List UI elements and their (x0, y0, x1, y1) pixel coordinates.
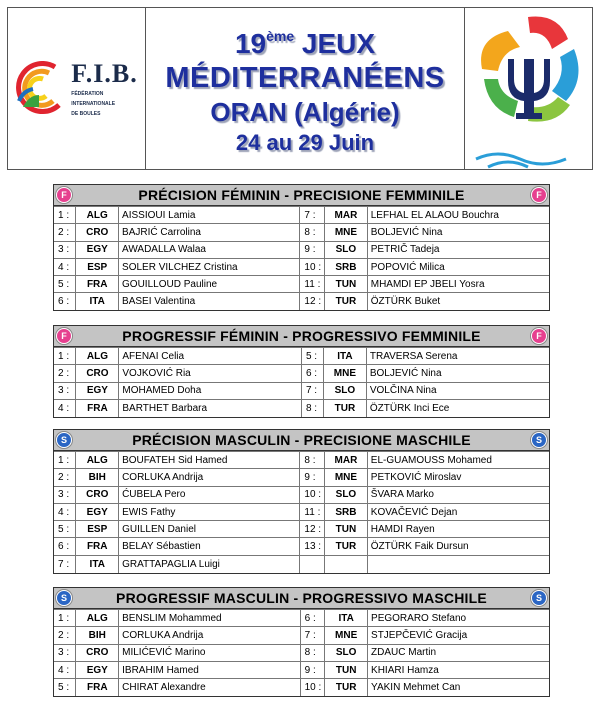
rank-right: 6 : (300, 610, 325, 627)
male-badge-icon: S (531, 590, 547, 606)
player-name-left: BELAY Sébastien (119, 538, 300, 555)
section-title: PROGRESSIF MASCULIN - PROGRESSIVO MASCHILE (116, 590, 487, 606)
player-name-right: LEFHAL EL ALAOU Bouchra (367, 207, 549, 224)
player-name-left: BOUFATEH Sid Hamed (119, 452, 300, 469)
country-left: ESP (76, 258, 119, 275)
country-left: EGY (76, 241, 119, 258)
section-precision-masculin (53, 429, 550, 574)
rank-right: 7 : (300, 627, 325, 644)
player-name-right: PETKOVIĆ Miroslav (367, 469, 549, 486)
fib-subtitle-2: INTERNATIONALE (71, 100, 116, 107)
male-badge-icon: S (531, 432, 547, 448)
player-name-right: ÖZTÜRK Faik Dursun (367, 538, 549, 555)
rank-right: 11 : (300, 503, 325, 520)
table-row (54, 293, 549, 310)
rank-right: 8 : (300, 644, 325, 661)
player-name-left: CORLUKA Andrija (119, 627, 300, 644)
rank-right: 8 : (301, 399, 323, 416)
rank-right: 11 : (300, 276, 325, 293)
rank-right: 10 : (300, 258, 325, 275)
section-title: PROGRESSIF FÉMININ - PROGRESSIVO FEMMINILE (122, 328, 481, 344)
rank-left: 1 : (54, 207, 76, 224)
player-name-left: CHIRAT Alexandre (119, 679, 300, 696)
rank-left: 7 : (54, 555, 76, 572)
rank-left: 6 : (54, 538, 76, 555)
player-name-left: AISSIOUI Lamia (119, 207, 300, 224)
country-left: FRA (76, 399, 119, 416)
rank-left: 1 : (54, 348, 76, 365)
country-left: CRO (76, 365, 119, 382)
country-right: TUR (323, 399, 366, 416)
rank-right: 8 : (300, 224, 325, 241)
rank-right: 7 : (301, 382, 323, 399)
player-name-right (367, 555, 549, 572)
country-right: MNE (325, 469, 368, 486)
rank-right: 7 : (300, 207, 325, 224)
country-right: MNE (323, 365, 366, 382)
country-left: CRO (76, 486, 119, 503)
table-row (54, 207, 549, 224)
table-row (54, 661, 549, 678)
country-right: MAR (325, 207, 368, 224)
player-name-left: ĆUBELA Pero (119, 486, 300, 503)
country-right: SRB (325, 258, 368, 275)
table-row (54, 382, 549, 399)
table-row (54, 610, 549, 627)
player-name-left: CORLUKA Andrija (119, 469, 300, 486)
section-header (54, 588, 549, 609)
male-badge-icon: S (56, 432, 72, 448)
rank-left: 4 : (54, 258, 76, 275)
player-name-right: YAKIN Mehmet Can (368, 679, 549, 696)
table-row (54, 241, 549, 258)
rank-right: 9 : (300, 661, 325, 678)
country-left: CRO (76, 644, 119, 661)
player-name-left: BENSLIM Mohammed (119, 610, 300, 627)
player-name-right: TRAVERSA Serena (366, 348, 549, 365)
player-name-left: MILIĆEVIĆ Marino (119, 644, 300, 661)
country-left: CRO (76, 224, 119, 241)
player-name-right: VOLČINA Nina (366, 382, 549, 399)
rank-left: 4 : (54, 399, 76, 416)
games-logo (465, 8, 592, 169)
table-row (54, 486, 549, 503)
rank-left: 5 : (54, 679, 76, 696)
country-left: EGY (76, 503, 119, 520)
rank-left: 1 : (54, 610, 76, 627)
rank-left: 5 : (54, 276, 76, 293)
table-row (54, 224, 549, 241)
female-badge-icon: F (531, 328, 547, 344)
country-right: TUR (325, 679, 368, 696)
female-badge-icon: F (56, 328, 72, 344)
country-left: ITA (76, 293, 119, 310)
female-badge-icon: F (56, 187, 72, 203)
player-name-right: PETRIČ Tadeja (367, 241, 549, 258)
player-name-left: GOUILLOUD Pauline (119, 276, 300, 293)
country-left: ALG (76, 452, 119, 469)
player-name-right: HAMDI Rayen (367, 521, 549, 538)
table-row (54, 365, 549, 382)
fib-wordmark: F.I.B. (71, 58, 138, 88)
title-line-2: MÉDITERRANÉENS (165, 61, 445, 94)
player-name-left: VOJKOVIĆ Ria (119, 365, 302, 382)
rank-right: 6 : (301, 365, 323, 382)
player-name-right: BOLJEVIĆ Nina (367, 224, 549, 241)
section-header (54, 430, 549, 451)
player-name-left: BASEI Valentina (119, 293, 300, 310)
rank-left: 2 : (54, 365, 76, 382)
players-table (54, 206, 549, 310)
event-dates: 24 au 29 Juin (235, 129, 375, 155)
country-left: ESP (76, 521, 119, 538)
fib-logo (8, 8, 146, 169)
player-name-left: AWADALLA Walaa (119, 241, 300, 258)
country-left: FRA (76, 538, 119, 555)
player-name-left: GUILLEN Daniel (119, 521, 300, 538)
country-right: SLO (323, 382, 366, 399)
country-left: ITA (76, 555, 119, 572)
player-name-right: ÖZTÜRK Buket (367, 293, 549, 310)
section-header (54, 185, 549, 206)
country-right: TUR (325, 538, 368, 555)
table-row (54, 679, 549, 696)
country-right: MAR (325, 452, 368, 469)
rank-right: 13 : (300, 538, 325, 555)
country-right: SLO (325, 486, 368, 503)
section-progressif-feminin (53, 325, 550, 418)
country-right (325, 555, 368, 572)
country-right: MNE (325, 627, 368, 644)
player-name-right: BOLJEVIĆ Nina (366, 365, 549, 382)
table-row (54, 503, 549, 520)
fib-subtitle-1: FÉDÉRATION (71, 90, 104, 97)
country-left: ALG (76, 348, 119, 365)
country-left: EGY (76, 382, 119, 399)
rank-right: 5 : (301, 348, 323, 365)
player-name-right: ÖZTÜRK Inci Ece (366, 399, 549, 416)
player-name-left: BAJRIĆ Carrolina (119, 224, 300, 241)
section-progressif-masculin (53, 587, 550, 697)
rank-right: 10 : (300, 486, 325, 503)
country-left: EGY (76, 661, 119, 678)
rank-right: 12 : (300, 521, 325, 538)
player-name-right: KOVAČEVIĆ Dejan (367, 503, 549, 520)
rank-right: 9 : (300, 241, 325, 258)
country-left: ALG (76, 610, 119, 627)
country-left: BIH (76, 627, 119, 644)
document-header (7, 7, 593, 170)
player-name-left: AFENAI Celia (119, 348, 302, 365)
table-row (54, 521, 549, 538)
player-name-right: MHAMDI EP JBELI Yosra (367, 276, 549, 293)
player-name-right: POPOVIĆ Milica (367, 258, 549, 275)
rank-left: 4 : (54, 503, 76, 520)
table-row (54, 399, 549, 416)
rank-right: 10 : (300, 679, 325, 696)
country-right: TUN (325, 661, 368, 678)
players-table (54, 451, 549, 573)
section-title: PRÉCISION MASCULIN - PRECISIONE MASCHILE (132, 432, 471, 448)
title-line-1: 19ème JEUX (234, 27, 376, 59)
rank-left: 2 : (54, 627, 76, 644)
table-row (54, 452, 549, 469)
rank-left: 3 : (54, 241, 76, 258)
female-badge-icon: F (531, 187, 547, 203)
table-row (54, 627, 549, 644)
player-name-left: SOLER VILCHEZ Cristina (119, 258, 300, 275)
table-row (54, 555, 549, 572)
country-right: SRB (325, 503, 368, 520)
country-right: TUN (325, 521, 368, 538)
country-left: ALG (76, 207, 119, 224)
mediterranean-games-emblem-icon (468, 9, 590, 169)
table-row (54, 276, 549, 293)
country-left: FRA (76, 276, 119, 293)
boules-emblem-icon (15, 61, 67, 117)
player-name-right: ŠVARA Marko (367, 486, 549, 503)
player-name-left: MOHAMED Doha (119, 382, 302, 399)
country-right: MNE (325, 224, 368, 241)
rank-left: 2 : (54, 469, 76, 486)
country-left: FRA (76, 679, 119, 696)
country-left: BIH (76, 469, 119, 486)
rank-right: 9 : (300, 469, 325, 486)
event-title (146, 8, 465, 169)
table-row (54, 348, 549, 365)
rank-right: 12 : (300, 293, 325, 310)
player-name-left: GRATTAPAGLIA Luigi (119, 555, 300, 572)
rank-right (300, 555, 325, 572)
table-row (54, 644, 549, 661)
rank-left: 5 : (54, 521, 76, 538)
player-name-right: KHIARI Hamza (368, 661, 549, 678)
section-title: PRÉCISION FÉMININ - PRECISIONE FEMMINILE (138, 187, 465, 203)
players-table (54, 609, 549, 696)
rank-right: 8 : (300, 452, 325, 469)
players-table (54, 347, 549, 417)
country-right: ITA (323, 348, 366, 365)
player-name-right: STJEPČEVIĆ Gracija (368, 627, 549, 644)
rank-left: 3 : (54, 382, 76, 399)
country-right: TUN (325, 276, 368, 293)
rank-left: 3 : (54, 486, 76, 503)
player-name-right: PEGORARO Stefano (368, 610, 549, 627)
player-name-left: EWIS Fathy (119, 503, 300, 520)
table-row (54, 469, 549, 486)
country-right: TUR (325, 293, 368, 310)
rank-left: 1 : (54, 452, 76, 469)
country-right: SLO (325, 644, 368, 661)
table-row (54, 538, 549, 555)
table-row (54, 258, 549, 275)
rank-left: 2 : (54, 224, 76, 241)
player-name-left: BARTHET Barbara (119, 399, 302, 416)
player-name-right: EL-GUAMOUSS Mohamed (367, 452, 549, 469)
rank-left: 3 : (54, 644, 76, 661)
fib-subtitle-3: DE BOULES (71, 110, 101, 117)
rank-left: 6 : (54, 293, 76, 310)
title-line-3: ORAN (Algérie) (210, 96, 400, 127)
player-name-left: IBRAHIM Hamed (119, 661, 300, 678)
section-precision-feminin (53, 184, 550, 311)
male-badge-icon: S (56, 590, 72, 606)
country-right: SLO (325, 241, 368, 258)
rank-left: 4 : (54, 661, 76, 678)
player-name-right: ZDAUC Martin (368, 644, 549, 661)
country-right: ITA (325, 610, 368, 627)
section-header (54, 326, 549, 347)
